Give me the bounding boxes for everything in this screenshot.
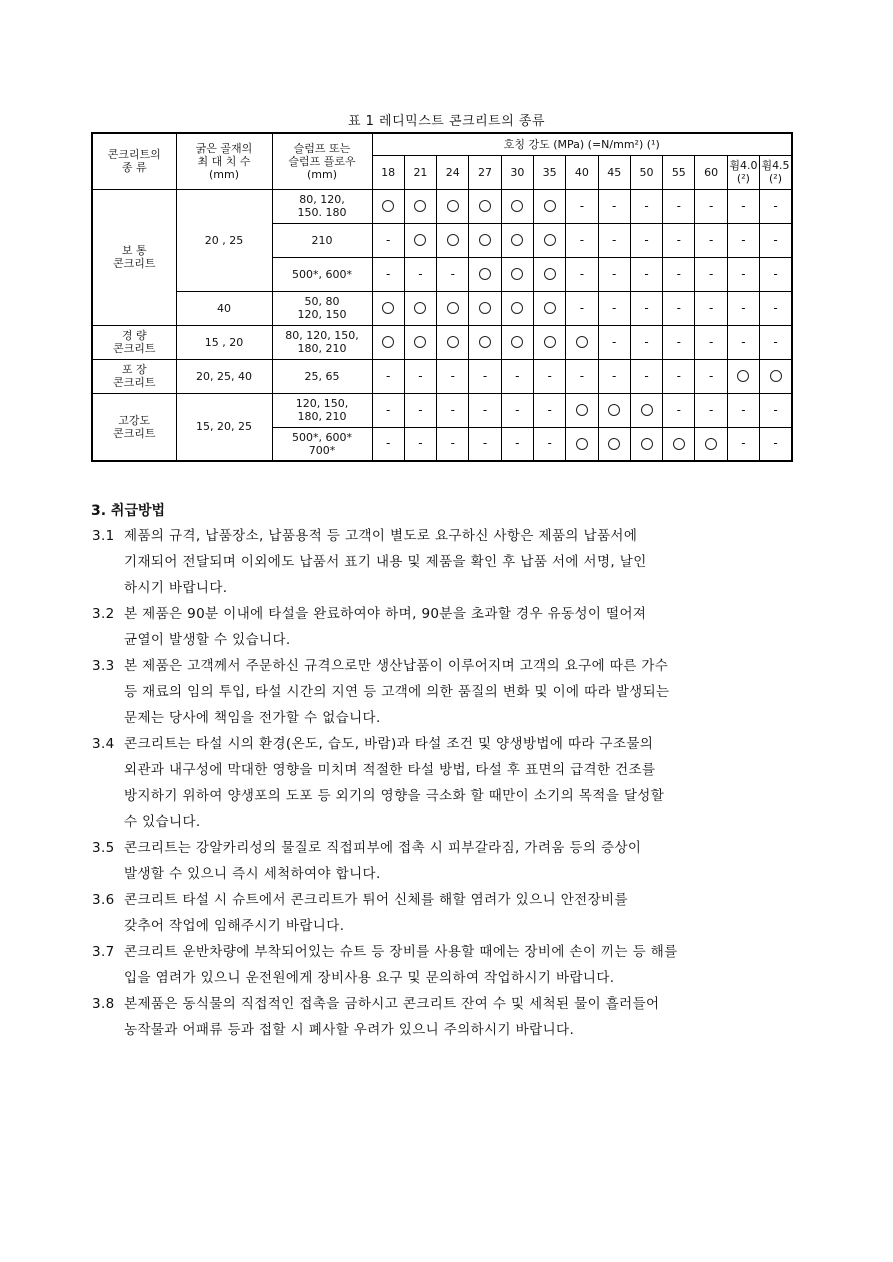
available-mark-icon (404, 189, 436, 223)
slump-cell: 120, 150, 180, 210 (272, 393, 372, 427)
slump-cell: 80, 120, 150, 180, 210 (272, 325, 372, 359)
table-row (92, 359, 792, 393)
available-mark-icon (469, 223, 501, 257)
available-mark-icon (469, 325, 501, 359)
not-available-mark: - (469, 427, 501, 461)
not-available-mark: - (404, 393, 436, 427)
aggregate-size-cell: 15, 20, 25 (176, 393, 272, 461)
instruction-item (92, 601, 842, 653)
not-available-mark: - (630, 189, 662, 223)
available-mark-icon (533, 291, 565, 325)
available-mark-icon (630, 427, 662, 461)
strength-header: 40 (566, 155, 598, 189)
available-mark-icon (533, 189, 565, 223)
not-available-mark: - (598, 325, 630, 359)
available-mark-icon (437, 291, 469, 325)
aggregate-size-cell: 40 (176, 291, 272, 325)
instruction-item (92, 939, 842, 991)
not-available-mark: - (727, 325, 759, 359)
instruction-text: 콘크리트 타설 시 슈트에서 콘크리트가 튀어 신체를 해할 염려가 있으니 안전장비를 갖추어 작업에 임해주시기 바랍니다. (124, 892, 628, 934)
not-available-mark: - (372, 393, 404, 427)
instruction-item (92, 991, 842, 1043)
not-available-mark: - (663, 223, 695, 257)
not-available-mark: - (533, 427, 565, 461)
not-available-mark: - (533, 359, 565, 393)
instruction-number: 3.3 (92, 658, 115, 674)
not-available-mark: - (437, 427, 469, 461)
not-available-mark: - (760, 257, 792, 291)
flexural-strength-header: 휨4.0 (²) (727, 155, 759, 189)
instruction-number: 3.5 (92, 840, 115, 856)
table-caption: 표 1 레디믹스트 콘크리트의 종류 (347, 114, 546, 129)
available-mark-icon (404, 223, 436, 257)
strength-header: 24 (437, 155, 469, 189)
not-available-mark: - (404, 427, 436, 461)
slump-cell: 50, 80 120, 150 (272, 291, 372, 325)
not-available-mark: - (760, 189, 792, 223)
available-mark-icon (469, 189, 501, 223)
not-available-mark: - (566, 291, 598, 325)
instruction-item (92, 887, 842, 939)
slump-cell: 210 (272, 223, 372, 257)
instruction-number: 3.2 (92, 606, 115, 622)
not-available-mark: - (727, 393, 759, 427)
not-available-mark: - (437, 359, 469, 393)
instruction-number: 3.4 (92, 736, 115, 752)
available-mark-icon (372, 189, 404, 223)
instruction-text: 제품의 규격, 납품장소, 납품용적 등 고객이 별도로 요구하신 사항은 제품의 납품서에 기재되어 전달되며 이외에도 납품서 표기 내용 및 제품을 확인 후 납품 서에 서명, 날인 하시기 바랍니다. (124, 528, 647, 596)
header-strength-title: 호칭 강도 (MPa) (=N/mm²) (¹) (372, 133, 792, 155)
header-slump: 슬럼프 또는 슬럼프 플로우 (mm) (272, 133, 372, 189)
handling-instructions (92, 523, 842, 1043)
available-mark-icon (598, 427, 630, 461)
not-available-mark: - (695, 189, 727, 223)
not-available-mark: - (727, 189, 759, 223)
table-row (92, 325, 792, 359)
not-available-mark: - (437, 393, 469, 427)
instruction-number: 3.7 (92, 944, 115, 960)
header-type: 콘크리트의 종 류 (92, 133, 176, 189)
not-available-mark: - (727, 291, 759, 325)
not-available-mark: - (727, 427, 759, 461)
strength-header: 45 (598, 155, 630, 189)
not-available-mark: - (760, 325, 792, 359)
not-available-mark: - (372, 223, 404, 257)
not-available-mark: - (501, 393, 533, 427)
not-available-mark: - (501, 359, 533, 393)
not-available-mark: - (566, 189, 598, 223)
available-mark-icon (501, 291, 533, 325)
available-mark-icon (437, 189, 469, 223)
not-available-mark: - (663, 325, 695, 359)
strength-header: 30 (501, 155, 533, 189)
section-title: 3. 취급방법 (91, 503, 166, 519)
available-mark-icon (630, 393, 662, 427)
available-mark-icon (469, 291, 501, 325)
aggregate-size-cell: 15 , 20 (176, 325, 272, 359)
available-mark-icon (501, 189, 533, 223)
not-available-mark: - (727, 223, 759, 257)
available-mark-icon (598, 393, 630, 427)
not-available-mark: - (630, 257, 662, 291)
available-mark-icon (695, 427, 727, 461)
available-mark-icon (566, 393, 598, 427)
not-available-mark: - (663, 257, 695, 291)
instruction-text: 콘크리트는 타설 시의 환경(온도, 습도, 바람)과 타설 조건 및 양생방법에 따라 구조물의 외관과 내구성에 막대한 영향을 미치며 적절한 타설 방법, 타설 후 표면의 급격한 건조를 방지하기 위하여 양생포의 도포 등 외기의 영향을 극소화 할 때만이 소기의 목적을 달성할 수 있습니다. (124, 736, 665, 830)
table-row (92, 393, 792, 427)
available-mark-icon (372, 291, 404, 325)
slump-cell: 500*, 600* (272, 257, 372, 291)
not-available-mark: - (630, 325, 662, 359)
not-available-mark: - (663, 189, 695, 223)
available-mark-icon (437, 223, 469, 257)
not-available-mark: - (566, 223, 598, 257)
not-available-mark: - (695, 325, 727, 359)
not-available-mark: - (598, 291, 630, 325)
not-available-mark: - (469, 359, 501, 393)
instruction-item (92, 731, 842, 835)
available-mark-icon (566, 427, 598, 461)
table-row (92, 291, 792, 325)
slump-cell: 500*, 600* 700* (272, 427, 372, 461)
not-available-mark: - (630, 223, 662, 257)
not-available-mark: - (663, 393, 695, 427)
instruction-number: 3.1 (92, 528, 115, 544)
concrete-type-table (91, 132, 793, 462)
available-mark-icon (437, 325, 469, 359)
concrete-type-cell: 경 량 콘크리트 (92, 325, 176, 359)
available-mark-icon (469, 257, 501, 291)
not-available-mark: - (404, 359, 436, 393)
not-available-mark: - (630, 359, 662, 393)
available-mark-icon (372, 325, 404, 359)
not-available-mark: - (663, 291, 695, 325)
flexural-strength-header: 휨4.5 (²) (760, 155, 792, 189)
instruction-text: 본 제품은 고객께서 주문하신 규격으로만 생산납품이 이루어지며 고객의 요구에 따른 가수 등 재료의 임의 투입, 타설 시간의 지연 등 고객에 의한 품질의 변화 및 이에 따라 발생되는 문제는 당사에 책임을 전가할 수 없습니다. (124, 658, 670, 726)
concrete-type-cell: 보 통 콘크리트 (92, 189, 176, 325)
not-available-mark: - (566, 257, 598, 291)
available-mark-icon (404, 291, 436, 325)
instruction-text: 본 제품은 90분 이내에 타설을 완료하여야 하며, 90분을 초과할 경우 유동성이 떨어져 균열이 발생할 수 있습니다. (124, 606, 647, 648)
available-mark-icon (566, 325, 598, 359)
strength-header: 50 (630, 155, 662, 189)
not-available-mark: - (695, 291, 727, 325)
strength-header: 60 (695, 155, 727, 189)
not-available-mark: - (760, 291, 792, 325)
aggregate-size-cell: 20, 25, 40 (176, 359, 272, 393)
instruction-item (92, 835, 842, 887)
not-available-mark: - (598, 223, 630, 257)
strength-header: 18 (372, 155, 404, 189)
strength-header: 27 (469, 155, 501, 189)
not-available-mark: - (598, 189, 630, 223)
instruction-number: 3.6 (92, 892, 115, 908)
not-available-mark: - (695, 223, 727, 257)
not-available-mark: - (727, 257, 759, 291)
not-available-mark: - (566, 359, 598, 393)
instruction-text: 콘크리트 운반차량에 부착되어있는 슈트 등 장비를 사용할 때에는 장비에 손이 끼는 등 해를 입을 염려가 있으니 운전원에게 장비사용 요구 및 문의하여 작업하시기 바랍니다. (124, 944, 678, 986)
available-mark-icon (663, 427, 695, 461)
not-available-mark: - (760, 393, 792, 427)
available-mark-icon (501, 257, 533, 291)
not-available-mark: - (760, 427, 792, 461)
not-available-mark: - (501, 427, 533, 461)
available-mark-icon (501, 223, 533, 257)
not-available-mark: - (695, 393, 727, 427)
not-available-mark: - (404, 257, 436, 291)
slump-cell: 25, 65 (272, 359, 372, 393)
concrete-type-cell: 포 장 콘크리트 (92, 359, 176, 393)
available-mark-icon (533, 257, 565, 291)
not-available-mark: - (372, 257, 404, 291)
not-available-mark: - (598, 359, 630, 393)
strength-header: 21 (404, 155, 436, 189)
not-available-mark: - (533, 393, 565, 427)
available-mark-icon (727, 359, 759, 393)
strength-header: 35 (533, 155, 565, 189)
slump-cell: 80, 120, 150. 180 (272, 189, 372, 223)
not-available-mark: - (469, 393, 501, 427)
available-mark-icon (533, 325, 565, 359)
available-mark-icon (760, 359, 792, 393)
available-mark-icon (501, 325, 533, 359)
not-available-mark: - (437, 257, 469, 291)
strength-header: 55 (663, 155, 695, 189)
not-available-mark: - (760, 223, 792, 257)
available-mark-icon (404, 325, 436, 359)
not-available-mark: - (630, 291, 662, 325)
aggregate-size-cell: 20 , 25 (176, 189, 272, 291)
instruction-item (92, 523, 842, 601)
concrete-type-cell: 고강도 콘크리트 (92, 393, 176, 461)
not-available-mark: - (372, 359, 404, 393)
instruction-text: 콘크리트는 강알카리성의 물질로 직접피부에 접촉 시 피부갈라짐, 가려움 등의 증상이 발생할 수 있으니 즉시 세척하여야 합니다. (124, 840, 642, 882)
not-available-mark: - (598, 257, 630, 291)
not-available-mark: - (695, 257, 727, 291)
table-row (92, 189, 792, 223)
instruction-number: 3.8 (92, 996, 115, 1012)
available-mark-icon (533, 223, 565, 257)
instruction-text: 본제품은 동식물의 직접적인 접촉을 금하시고 콘크리트 잔여 수 및 세척된 물이 흘러들어 농작물과 어패류 등과 접할 시 폐사할 우려가 있으니 주의하시기 바랍니다. (124, 996, 660, 1038)
not-available-mark: - (372, 427, 404, 461)
not-available-mark: - (663, 359, 695, 393)
header-aggregate: 굵은 골재의 최 대 치 수 (mm) (176, 133, 272, 189)
instruction-item (92, 653, 842, 731)
not-available-mark: - (695, 359, 727, 393)
